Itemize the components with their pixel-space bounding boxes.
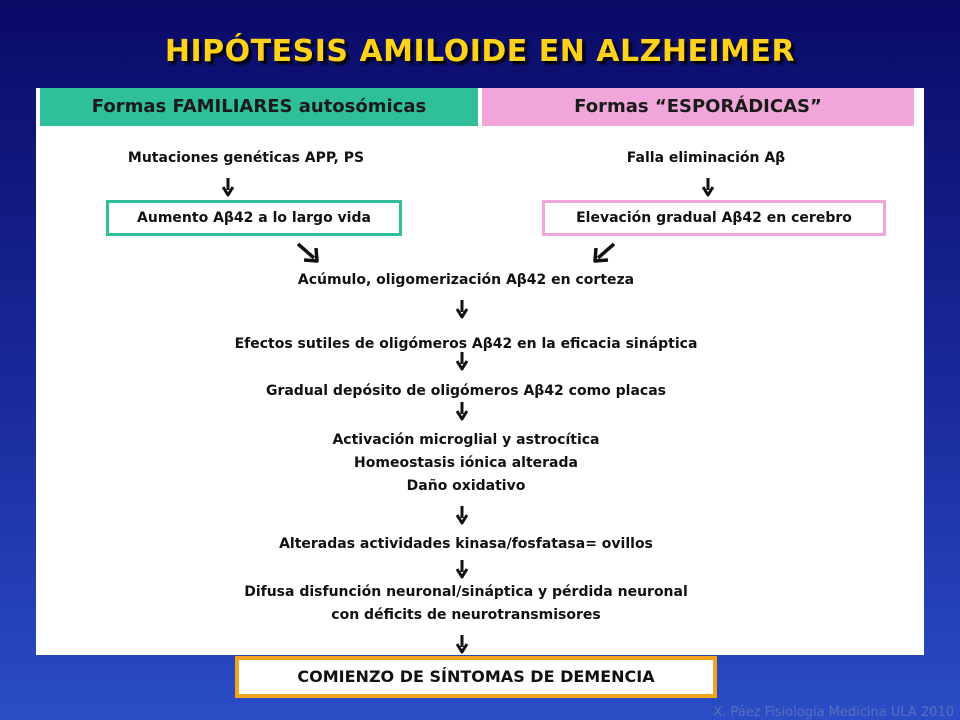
left-box: Aumento Aβ42 a lo largo vida xyxy=(106,200,402,236)
header-esporadicas: Formas “ESPORÁDICAS” xyxy=(482,88,914,126)
arrow-down-right-icon xyxy=(294,240,324,266)
author-credit: X. Páez Fisiología Medicina ULA 2010 xyxy=(713,705,954,720)
step-efectos: Efectos sutiles de oligómeros Aβ42 en la eficacia sináptica xyxy=(234,336,698,352)
step-deposito: Gradual depósito de oligómeros Aβ42 como placas xyxy=(265,383,667,399)
arrow-down-icon xyxy=(222,176,246,198)
arrow-down-icon xyxy=(456,558,480,580)
arrow-down-icon xyxy=(456,400,480,422)
arrow-down-icon xyxy=(702,176,726,198)
header-familiares: Formas FAMILIARES autosómicas xyxy=(40,88,478,126)
step-homeostasis: Homeostasis iónica alterada xyxy=(354,455,578,471)
step-disfuncion: Difusa disfunción neuronal/sináptica y pérdida neuronal xyxy=(244,584,688,600)
arrow-down-icon xyxy=(456,633,480,655)
slide-title: HIPÓTESIS AMILOIDE EN ALZHEIMER xyxy=(164,34,796,69)
right-box: Elevación gradual Aβ42 en cerebro xyxy=(542,200,886,236)
diagram-panel xyxy=(36,88,924,655)
step-dano: Daño oxidativo xyxy=(406,478,526,494)
step-acumulo: Acúmulo, oligomerización Aβ42 en corteza xyxy=(297,272,635,288)
step-deficits: con déficits de neurotransmisores xyxy=(331,607,601,623)
arrow-down-left-icon xyxy=(588,240,618,266)
step-kinasa: Alteradas actividades kinasa/fosfatasa= ovillos xyxy=(279,536,653,552)
left-cause: Mutaciones genéticas APP, PS xyxy=(127,150,365,166)
step-activacion: Activación microglial y astrocítica xyxy=(332,432,600,448)
arrow-down-icon xyxy=(456,350,480,372)
arrow-down-icon xyxy=(456,504,480,526)
arrow-down-icon xyxy=(456,298,480,320)
final-outcome-box: COMIENZO DE SÍNTOMAS DE DEMENCIA xyxy=(235,656,717,698)
right-cause: Falla eliminación Aβ xyxy=(626,150,786,166)
